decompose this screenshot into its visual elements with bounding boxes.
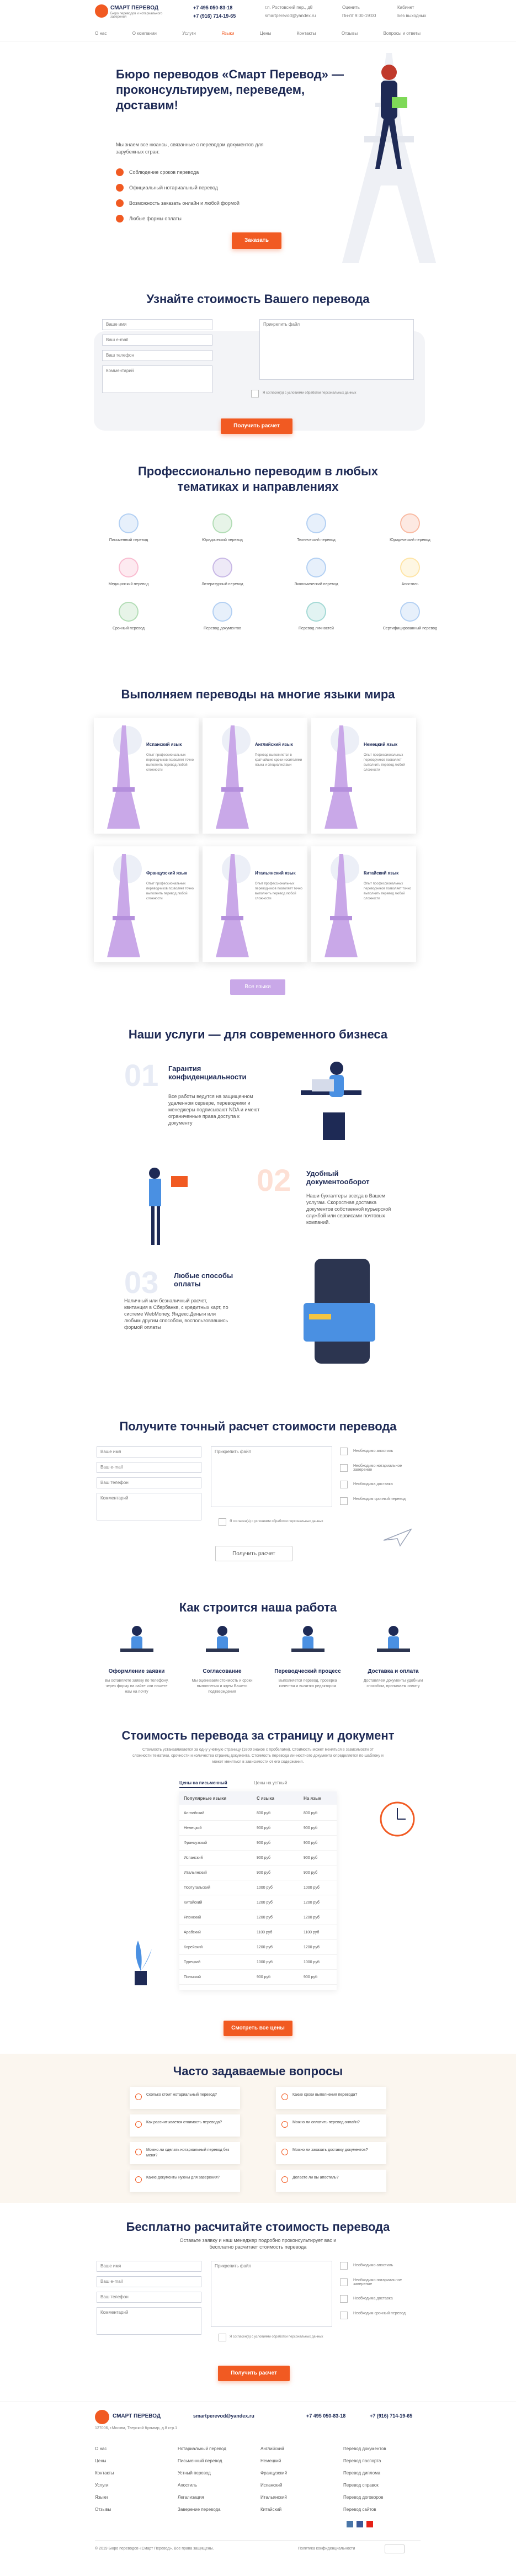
price-to: 1200 руб bbox=[304, 1916, 320, 1920]
faq-item[interactable] bbox=[130, 2170, 240, 2192]
price-from: 1100 руб bbox=[257, 1931, 273, 1934]
header-hours: Пн-пт 9:00-19:00 bbox=[342, 13, 376, 18]
hero-list-item: Официальный нотариальный перевод bbox=[129, 185, 218, 190]
footer-link[interactable]: Перевод справок bbox=[343, 2483, 379, 2488]
header-cabinet[interactable]: Кабинет bbox=[397, 5, 414, 10]
faq-question: Можно ли сделать нотариальный перевод без меня? bbox=[146, 2148, 230, 2158]
calc3-agree-checkbox[interactable] bbox=[219, 2334, 226, 2341]
nav-item[interactable]: Языки bbox=[221, 31, 235, 36]
prices-intro: Стоимость устанавливается за одну учетную страницу (1800 знаков с пробелами). Стоимость может меняться в зависимости от сложности тематики, срочности и количества страниц документа. Стоимость перевода личностного документа определяется по шаблону и может меняться в зависимости от его содержания. bbox=[132, 1748, 384, 1764]
calc1-agree-label: Я согласен(а) с условиями обработки персональных данных bbox=[263, 391, 357, 395]
hero-title: Бюро переводов «Смарт Перевод» — проконсультируем, переведем, доставим! bbox=[116, 67, 344, 112]
header-rate[interactable]: Оценить bbox=[342, 5, 360, 10]
language-card[interactable] bbox=[311, 718, 416, 834]
language-card[interactable] bbox=[311, 846, 416, 962]
nav-item[interactable]: Контакты bbox=[296, 31, 316, 36]
big-ben-illustration bbox=[206, 721, 256, 831]
price-from: 1000 руб bbox=[257, 1960, 273, 1964]
gavel-icon bbox=[400, 513, 420, 533]
language-name: Китайский язык bbox=[364, 871, 399, 876]
calc1-email-input[interactable]: Ваш e-mail bbox=[102, 335, 212, 346]
price-language: Арабский bbox=[184, 1931, 201, 1934]
calc3-title: Бесплатно расчитайте стоимость перевода bbox=[126, 2220, 390, 2234]
price-to: 900 руб bbox=[304, 1856, 318, 1860]
calc2-title: Получите точный расчет стоимости перевода bbox=[119, 1419, 397, 1433]
footer-link[interactable]: Перевод документов bbox=[343, 2446, 386, 2451]
process-step-illustration bbox=[115, 1623, 159, 1662]
faq-item[interactable] bbox=[276, 2087, 386, 2109]
service-text-3: Наличный или безналичный расчет, квитанция в Сбербанке, с кредитных карт, по системе WebMoney, Яндекс.Деньги или любым другим способом, воспользовавшись формой оплаты bbox=[124, 1298, 228, 1330]
nav-item[interactable]: Услуги bbox=[182, 31, 196, 36]
price-col-language: Популярные языки bbox=[184, 1796, 227, 1801]
language-name: Французский язык bbox=[146, 871, 188, 876]
price-to: 1200 руб bbox=[304, 1901, 320, 1905]
hero-list-item: Соблюдение сроков перевода bbox=[129, 169, 199, 175]
price-from: 1200 руб bbox=[257, 1916, 273, 1920]
paper-plane-icon bbox=[381, 1526, 414, 1549]
language-name: Итальянский язык bbox=[255, 871, 296, 876]
milan-cathedral-illustration bbox=[206, 850, 256, 960]
price-row bbox=[179, 1806, 337, 1821]
calc3-notary-label: Необходимо нотариальное заверение bbox=[353, 2278, 402, 2286]
service-title-2: Удобный документооборот bbox=[306, 1169, 370, 1186]
topic-label[interactable]: Технический перевод bbox=[297, 538, 336, 542]
process-step-name: Доставка и оплата bbox=[368, 1668, 419, 1674]
hero-list bbox=[116, 165, 309, 226]
faq-question: Какие документы нужны для заверения? bbox=[146, 2176, 220, 2180]
clock-icon bbox=[119, 602, 139, 622]
medical-heart-icon bbox=[119, 558, 139, 577]
hero-order-button[interactable]: Заказать bbox=[232, 232, 281, 249]
plus-icon[interactable] bbox=[281, 2093, 288, 2100]
process-step-illustration bbox=[200, 1623, 244, 1662]
calc3-apostille-label: Необходимо апостиль bbox=[353, 2264, 393, 2267]
calc3-file-upload[interactable]: Прикрепить файл bbox=[211, 2261, 332, 2327]
berlin-tower-illustration bbox=[315, 721, 364, 831]
footer-link[interactable]: О нас bbox=[95, 2446, 107, 2451]
man-at-desk-illustration bbox=[290, 1057, 373, 1146]
calc1-submit-button[interactable]: Получить расчет bbox=[221, 418, 292, 434]
youtube-icon[interactable] bbox=[366, 2521, 373, 2527]
hero-intro: Мы знаем все нюансы, связанные с переводом документов для зарубежных стран: bbox=[116, 142, 264, 155]
price-row bbox=[179, 1865, 337, 1880]
scales-icon bbox=[212, 513, 232, 533]
footer-phone-2[interactable]: +7 (916) 714-19-65 bbox=[370, 2413, 413, 2419]
footer-link[interactable]: Письменный перевод bbox=[178, 2458, 222, 2463]
calc2-apostille-label: Необходимо апостиль bbox=[353, 1449, 393, 1453]
chart-icon bbox=[306, 558, 326, 577]
price-col-to: На язык bbox=[304, 1796, 321, 1801]
stamp-icon bbox=[400, 558, 420, 577]
calc3-delivery-checkbox[interactable] bbox=[340, 2295, 348, 2303]
footer-link[interactable]: Перевод договоров bbox=[343, 2495, 384, 2500]
faq-item[interactable] bbox=[130, 2114, 240, 2137]
price-from: 1000 руб bbox=[257, 1886, 273, 1890]
process-step-name: Согласование bbox=[203, 1668, 242, 1674]
price-from: 1200 руб bbox=[257, 1946, 273, 1949]
process-step-name: Переводческий процесс bbox=[274, 1668, 341, 1674]
language-description: Перевод выполняется в кратчайшие сроки носителями языка и специалистами bbox=[255, 754, 302, 767]
nav-item[interactable]: Вопросы и ответы bbox=[383, 31, 421, 36]
footer-link[interactable]: Английский bbox=[260, 2446, 284, 2451]
plus-icon[interactable] bbox=[135, 2121, 142, 2128]
price-to: 900 руб bbox=[304, 1871, 318, 1875]
brand-tagline: Бюро переводов и нотариального заверения bbox=[110, 12, 163, 19]
calc1-section bbox=[0, 276, 516, 442]
person-icon bbox=[306, 602, 326, 622]
process-step-text: Доставляем документы удобным способом, принимаем оплату bbox=[363, 1679, 423, 1688]
process-step-illustration bbox=[286, 1623, 330, 1662]
topic-label[interactable]: Перевод личностей bbox=[299, 627, 334, 630]
footer-link[interactable]: Цены bbox=[95, 2458, 107, 2463]
price-to: 900 руб bbox=[304, 1975, 318, 1979]
plus-icon[interactable] bbox=[281, 2149, 288, 2155]
calc2-delivery-label: Необходима доставка bbox=[353, 1482, 393, 1486]
faq-question: Как рассчитывается стоимость перевода? bbox=[146, 2121, 222, 2124]
price-row bbox=[179, 1836, 337, 1851]
faq-item[interactable] bbox=[276, 2170, 386, 2192]
faq-question: Делаете ли вы апостиль? bbox=[292, 2176, 339, 2180]
price-to: 1100 руб bbox=[304, 1931, 320, 1934]
language-description: Опыт профессиональных переводчиков позволяет точно выполнить перевод любой сложности bbox=[146, 882, 194, 900]
price-language: Итальянский bbox=[184, 1871, 207, 1875]
price-language: Португальский bbox=[184, 1886, 210, 1890]
languages-section bbox=[0, 662, 516, 1010]
services-title: Наши услуги — для современного бизнеса bbox=[128, 1027, 388, 1041]
calc3-urgent-checkbox[interactable] bbox=[340, 2312, 348, 2319]
woman-with-laptop-illustration bbox=[359, 59, 419, 197]
calc3-agree-label: Я согласен(а) с условиями обработки персональных данных bbox=[230, 2335, 323, 2339]
price-row bbox=[179, 1821, 337, 1836]
nav-item[interactable]: Цены bbox=[259, 31, 272, 36]
service-number-1: 01 bbox=[124, 1058, 159, 1093]
header-email[interactable]: smartperevod@yandex.ru bbox=[265, 13, 316, 18]
check-icon bbox=[116, 199, 124, 207]
plant-illustration bbox=[127, 1938, 155, 1987]
footer-link[interactable]: Французский bbox=[260, 2471, 287, 2476]
nav-item[interactable]: О нас bbox=[95, 31, 107, 36]
footer-link[interactable]: Испанский bbox=[260, 2483, 283, 2488]
calc2-agree-checkbox[interactable] bbox=[219, 1518, 226, 1526]
nav-item[interactable]: Отзывы bbox=[341, 31, 358, 36]
topic-label[interactable]: Экономический перевод bbox=[294, 582, 338, 586]
services-section bbox=[0, 1016, 516, 1402]
calc3-name-input[interactable]: Ваше имя bbox=[97, 2261, 201, 2272]
header-hours-2: Без выходных bbox=[397, 13, 427, 18]
language-description: Опыт профессиональных переводчиков позволяет точно выполнить перевод любой сложности bbox=[255, 882, 303, 900]
price-row bbox=[179, 1955, 337, 1970]
price-to: 1000 руб bbox=[304, 1886, 320, 1890]
price-from: 900 руб bbox=[257, 1975, 271, 1979]
price-language: Китайский bbox=[184, 1901, 203, 1905]
footer-link[interactable]: Услуги bbox=[95, 2483, 109, 2488]
faq-item[interactable] bbox=[130, 2087, 240, 2109]
language-switch-icon[interactable] bbox=[385, 2545, 405, 2553]
language-card[interactable] bbox=[94, 846, 199, 962]
footer-link[interactable]: Итальянский bbox=[260, 2495, 287, 2500]
calc1-name-input[interactable]: Ваше имя bbox=[102, 319, 212, 330]
plus-icon[interactable] bbox=[135, 2176, 142, 2183]
plus-icon[interactable] bbox=[281, 2121, 288, 2128]
topics-section bbox=[0, 453, 516, 657]
faq-question: Какие сроки выполнения перевода? bbox=[292, 2093, 358, 2097]
topic-label[interactable]: Сертифицированный перевод bbox=[382, 627, 438, 630]
price-from: 900 руб bbox=[257, 1871, 271, 1875]
calc3-apostille-checkbox[interactable] bbox=[340, 2262, 348, 2270]
language-name: Испанский язык bbox=[146, 742, 182, 747]
faq-question: Можно ли заказать доставку документов? bbox=[292, 2148, 368, 2152]
check-icon bbox=[116, 215, 124, 222]
footer-logo-icon[interactable] bbox=[95, 2410, 109, 2424]
header bbox=[0, 0, 516, 41]
plus-icon[interactable] bbox=[281, 2176, 288, 2183]
service-title-1: Гарантия конфиденциальности bbox=[168, 1064, 247, 1081]
price-language: Немецкий bbox=[184, 1826, 202, 1830]
header-phone-2[interactable]: +7 (916) 714-19-65 bbox=[193, 13, 236, 19]
footer-social bbox=[347, 2521, 373, 2527]
calc3-urgent-label: Необходим срочный перевод bbox=[353, 2312, 406, 2315]
calc2-agree-label: Я согласен(а) с условиями обработки персональных данных bbox=[230, 1520, 323, 1523]
plus-icon[interactable] bbox=[135, 2093, 142, 2100]
service-text-1: Все работы ведутся на защищенном удаленном сервере, переводчики и менеджеры подписывают NDA и имеют ограниченные права доступа к документу bbox=[168, 1094, 260, 1126]
folder-icon bbox=[212, 602, 232, 622]
calc2-notary-checkbox[interactable] bbox=[340, 1464, 348, 1472]
footer-link[interactable]: Апостиль bbox=[178, 2483, 198, 2488]
hero-list-item: Любые формы оплаты bbox=[129, 216, 182, 221]
price-row bbox=[179, 1970, 337, 1985]
calc1-phone-input[interactable]: Ваш телефон bbox=[102, 350, 212, 361]
price-from: 900 руб bbox=[257, 1856, 271, 1860]
price-to: 800 руб bbox=[304, 1811, 318, 1815]
price-to: 900 руб bbox=[304, 1841, 318, 1845]
process-step-text: Мы оцениваем стоимость и сроки выполнения и ждем Вашего подтверждения bbox=[191, 1679, 253, 1694]
calc2-urgent-checkbox[interactable] bbox=[340, 1497, 348, 1505]
footer-email[interactable]: smartperevod@yandex.ru bbox=[193, 2413, 254, 2419]
hero-section bbox=[0, 42, 516, 274]
language-description: Опыт профессиональных переводчиков позволяет точно выполнить перевод любой сложности bbox=[146, 754, 194, 772]
language-card[interactable] bbox=[203, 718, 307, 834]
phone-card-illustration bbox=[298, 1259, 386, 1369]
all-prices-button[interactable]: Смотреть все цены bbox=[224, 2021, 292, 2036]
facebook-icon[interactable] bbox=[357, 2521, 363, 2527]
price-table-header bbox=[179, 1791, 337, 1805]
topic-label[interactable]: Перевод документов bbox=[204, 627, 241, 630]
price-to: 900 руб bbox=[304, 1826, 318, 1830]
footer-link[interactable]: Немецкий bbox=[260, 2458, 281, 2463]
clock-illustration bbox=[378, 1800, 417, 1838]
price-language: Японский bbox=[184, 1916, 201, 1920]
main-nav bbox=[95, 31, 421, 39]
check-icon bbox=[116, 168, 124, 176]
service-number-2: 02 bbox=[257, 1163, 291, 1197]
topic-label[interactable]: Апостиль bbox=[401, 582, 419, 586]
footer-divider bbox=[95, 2540, 421, 2541]
footer-brand[interactable]: СМАРТ ПЕРЕВОД bbox=[113, 2413, 161, 2419]
price-row bbox=[179, 1851, 337, 1865]
process-step-illustration bbox=[371, 1623, 416, 1662]
language-description: Опыт профессиональных переводчиков позволяет точно выполнить перевод любой сложности bbox=[364, 882, 412, 900]
calc3-intro: Оставьте заявку и наш менеджер подробно проконсультирует вас и бесплатно расчитает стоимость перевода bbox=[179, 2238, 337, 2250]
footer-link[interactable]: Легализация bbox=[178, 2495, 204, 2500]
pagoda-illustration bbox=[315, 850, 364, 960]
faq-question: Сколько стоит нотариальный перевод? bbox=[146, 2093, 217, 2097]
book-icon bbox=[212, 558, 232, 577]
calc3-delivery-label: Необходима доставка bbox=[353, 2297, 393, 2301]
calc3-email-input[interactable]: Ваш e-mail bbox=[97, 2276, 201, 2287]
process-section bbox=[0, 1590, 516, 1722]
calc2-name-input[interactable]: Ваше имя bbox=[97, 1446, 201, 1457]
service-number-3: 03 bbox=[124, 1265, 159, 1300]
calc3-section bbox=[0, 2208, 516, 2396]
footer bbox=[0, 2402, 516, 2576]
faq-section bbox=[0, 2054, 516, 2203]
calc1-comment-input[interactable]: Комментарий bbox=[102, 365, 212, 393]
price-row bbox=[179, 1895, 337, 1910]
calc3-comment-input[interactable]: Комментарий bbox=[97, 2307, 201, 2335]
faq-title: Часто задаваемые вопросы bbox=[173, 2064, 343, 2078]
price-language: Турецкий bbox=[184, 1960, 200, 1964]
gear-icon bbox=[306, 513, 326, 533]
calc2-apostille-checkbox[interactable] bbox=[340, 1448, 348, 1455]
price-to: 1200 руб bbox=[304, 1946, 320, 1949]
header-phone-1[interactable]: +7 495 050-83-18 bbox=[193, 5, 233, 10]
vk-icon[interactable] bbox=[347, 2521, 353, 2527]
service-text-2: Наши бухгалтеры всегда в Вашем услугам. Скоростная доставка документов собственной курьерской службой или сервисами почтовых компаний. bbox=[306, 1193, 391, 1225]
calc2-delivery-checkbox[interactable] bbox=[340, 1481, 348, 1488]
check-icon bbox=[116, 184, 124, 192]
topic-label[interactable]: Срочный перевод bbox=[112, 627, 145, 630]
price-tab-oral[interactable]: Цены на устный bbox=[254, 1780, 288, 1785]
calc2-phone-input[interactable]: Ваш телефон bbox=[97, 1477, 201, 1488]
price-language: Английский bbox=[184, 1811, 205, 1815]
language-description: Опыт профессиональных переводчиков позволяет выполнить перевод любой сложности bbox=[364, 754, 405, 772]
service-title-3: Любые способы оплаты bbox=[174, 1271, 233, 1288]
faq-item[interactable] bbox=[276, 2114, 386, 2137]
eiffel-tower-illustration bbox=[97, 850, 147, 960]
language-card[interactable] bbox=[94, 718, 199, 834]
sagrada-familia-illustration bbox=[97, 721, 147, 831]
header-address: г.п. Ростовский пер., д8 bbox=[265, 5, 313, 10]
footer-phone-1[interactable]: +7 495 050-83-18 bbox=[306, 2413, 346, 2419]
faq-item[interactable] bbox=[130, 2142, 240, 2164]
calc1-title: Узнайте стоимость Вашего перевода bbox=[146, 292, 370, 306]
price-tab-written[interactable]: Цены на письменный bbox=[179, 1780, 227, 1788]
courier-illustration bbox=[121, 1159, 199, 1259]
faq-question: Можно ли оплатить перевод онлайн? bbox=[292, 2121, 360, 2124]
certificate-icon bbox=[400, 602, 420, 622]
price-language: Польский bbox=[184, 1975, 201, 1979]
price-from: 900 руб bbox=[257, 1841, 271, 1845]
footer-copyright: © 2019 Бюро переводов «Смарт Перевод». Все права защищены. bbox=[95, 2547, 214, 2551]
price-language: Испанский bbox=[184, 1856, 203, 1860]
price-table bbox=[179, 1791, 337, 1990]
footer-link[interactable]: Перевод сайтов bbox=[343, 2507, 376, 2512]
calc2-comment-input[interactable]: Комментарий bbox=[97, 1493, 201, 1520]
footer-link[interactable]: Отзывы bbox=[95, 2507, 111, 2512]
topic-label[interactable]: Медицинский перевод bbox=[108, 582, 149, 586]
price-to: 1000 руб bbox=[304, 1960, 320, 1964]
calc2-file-upload[interactable]: Прикрепить файл bbox=[211, 1446, 332, 1507]
process-title: Как строится наша работа bbox=[179, 1600, 337, 1614]
all-languages-button[interactable]: Все языки bbox=[230, 979, 285, 995]
calc2-notary-label: Необходимо нотариальное заверение bbox=[353, 1464, 402, 1472]
document-pen-icon bbox=[119, 513, 139, 533]
topic-label[interactable]: Юридический перевод bbox=[202, 538, 243, 542]
language-name: Немецкий язык bbox=[364, 742, 397, 747]
plus-icon[interactable] bbox=[135, 2149, 142, 2155]
footer-policy-link[interactable]: Политика конфиденциальности bbox=[298, 2547, 355, 2551]
prices-section bbox=[0, 1728, 516, 2048]
topic-label[interactable]: Письменный перевод bbox=[109, 538, 148, 542]
footer-link[interactable]: Китайский bbox=[260, 2507, 282, 2512]
calc2-urgent-label: Необходим срочный перевод bbox=[353, 1497, 406, 1501]
price-row bbox=[179, 1940, 337, 1955]
language-name: Английский язык bbox=[255, 742, 293, 747]
footer-link[interactable]: Перевод паспорта bbox=[343, 2458, 381, 2463]
footer-link[interactable]: Перевод диплома bbox=[343, 2471, 381, 2476]
price-language: Французский bbox=[184, 1841, 207, 1845]
faq-item[interactable] bbox=[276, 2142, 386, 2164]
topics-title: Профессионально переводим в любых тематиках и направлениях bbox=[137, 464, 379, 494]
nav-item[interactable]: О компании bbox=[132, 31, 157, 36]
logo-icon[interactable] bbox=[95, 4, 108, 18]
calc1-file-upload[interactable]: Прикрепить файл bbox=[259, 319, 414, 380]
price-from: 900 руб bbox=[257, 1826, 271, 1830]
topic-label[interactable]: Литературный перевод bbox=[201, 582, 243, 586]
footer-link[interactable]: Контакты bbox=[95, 2471, 114, 2476]
footer-link[interactable]: Нотариальный перевод bbox=[178, 2446, 226, 2451]
hero-list-item: Возможность заказать онлайн и любой формой bbox=[129, 200, 240, 206]
calc2-section bbox=[0, 1408, 516, 1573]
price-language: Корейский bbox=[184, 1946, 203, 1949]
footer-link[interactable]: Языки bbox=[95, 2495, 108, 2500]
calc1-agree-checkbox[interactable] bbox=[251, 390, 259, 397]
footer-link[interactable]: Устный перевод bbox=[178, 2471, 211, 2476]
process-step-name: Оформление заявки bbox=[108, 1668, 165, 1674]
calc3-submit-button[interactable]: Получить расчет bbox=[218, 2366, 290, 2381]
language-card[interactable] bbox=[203, 846, 307, 962]
process-step-text: Вы оставляете заявку по телефону, через форму на сайте или пишете нам на почту bbox=[104, 1679, 169, 1694]
topic-label[interactable]: Юридический перевод bbox=[390, 538, 430, 542]
calc3-phone-input[interactable]: Ваш телефон bbox=[97, 2292, 201, 2303]
calc3-notary-checkbox[interactable] bbox=[340, 2278, 348, 2286]
price-row bbox=[179, 1925, 337, 1940]
price-row bbox=[179, 1910, 337, 1925]
prices-title: Стоимость перевода за страницу и документ bbox=[121, 1729, 395, 1742]
footer-link[interactable]: Заверение перевода bbox=[178, 2507, 221, 2512]
calc2-email-input[interactable]: Ваш e-mail bbox=[97, 1462, 201, 1473]
calc2-submit-button[interactable]: Получить расчет bbox=[215, 1546, 292, 1561]
footer-address: 127006, г.Москва, Тверской бульвар, д.8 стр.1 bbox=[95, 2426, 178, 2430]
price-from: 800 руб bbox=[257, 1811, 271, 1815]
brand-name[interactable]: СМАРТ ПЕРЕВОД bbox=[110, 5, 159, 11]
languages-title: Выполняем переводы на многие языки мира bbox=[121, 687, 395, 701]
price-row bbox=[179, 1880, 337, 1895]
price-col-from: С языка bbox=[257, 1796, 274, 1801]
price-from: 1200 руб bbox=[257, 1901, 273, 1905]
process-step-text: Выполняется перевод, проверка качества и вычитка редактором bbox=[278, 1679, 337, 1688]
